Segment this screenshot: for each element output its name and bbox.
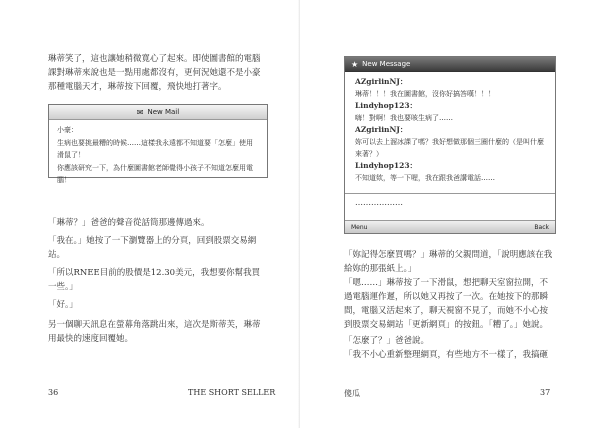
menu-softkey[interactable]: Menu bbox=[351, 223, 368, 231]
new-mail-header bbox=[49, 105, 267, 120]
left-paragraph-1: 琳蒂笑了，這也讓她稍微寬心了起來。即使圖書館的電腦課對琳蒂來說也是一點用處都沒有，更何況她還不是小豪那種電腦天才，琳蒂按下回覆，飛快地打著字。 bbox=[48, 54, 261, 92]
new-mail-title: New Mail bbox=[147, 108, 180, 116]
message-text: 不知道欸，等一下喔，我在跟我爸講電話…… bbox=[355, 174, 495, 182]
message-sender: AZgirlinNJ： bbox=[355, 77, 408, 86]
mail-line-2: 你應該研究一下，為什麼圖書館老師覺得小孩子不知道怎麼用電腦！ bbox=[57, 163, 253, 184]
left-running-head: THE SHORT SELLER bbox=[188, 388, 276, 397]
message-sender: AZgirlinNJ： bbox=[355, 125, 408, 134]
new-mail-box bbox=[48, 104, 268, 184]
left-paragraph-3: 「我在。」她按了一下瀏覽器上的分頁，回到股票交易網站。 bbox=[48, 236, 257, 260]
message-text: 妳可以去上溜冰課了嗎？我好想做那個三圈什麼的（是叫什麼來著？） bbox=[355, 138, 544, 158]
mail-line-1: 生病也要挑最糟的時候……這樣我永遠都不知道要「怎麼」使用滑鼠了！ bbox=[57, 138, 253, 159]
left-page-number: 36 bbox=[48, 388, 59, 397]
right-paragraph-3: 「怎麼了？」爸爸說。 bbox=[344, 336, 430, 346]
right-paragraph-1: 「妳記得怎麼買嗎？」琳蒂的父親問道，「說明應該在我給妳的那張紙上。」 bbox=[344, 250, 553, 274]
right-page-number: 37 bbox=[540, 388, 551, 397]
message-sender: Lindyhop123： bbox=[355, 101, 418, 110]
left-paragraph-4: 「所以RNEE目前的股價是12.30美元，我想要你幫我買一些。」 bbox=[48, 268, 261, 292]
message-thread bbox=[345, 72, 555, 188]
star-icon: ★ bbox=[351, 59, 359, 69]
right-paragraph-2: 「嗯……」琳蒂按了一下滑鼠，想把聊天室窗拉開，不過電腦運作遲，所以她又再按了一次。在她按下的那瞬間，電腦又活起來了，聊天視窗不見了，而她不小心按到股票交易網站「更新網頁」的按鈕。「糟了。」她說。 bbox=[344, 278, 549, 330]
message-softkey-bar bbox=[345, 220, 555, 233]
right-page bbox=[300, 0, 600, 428]
new-mail-body bbox=[49, 120, 267, 191]
left-paragraph-2: 「琳蒂？」爸爸的聲音從話筒那邊傳過來。 bbox=[48, 218, 210, 228]
message-sender: Lindyhop123： bbox=[355, 161, 418, 170]
new-message-window bbox=[344, 56, 556, 234]
right-running-head: 傻瓜 bbox=[344, 389, 360, 398]
mail-greeting: 小豪： bbox=[57, 126, 78, 134]
back-softkey[interactable]: Back bbox=[534, 223, 549, 231]
message-text: 琳蒂！！！我在圖書館，沒你好搞答嘆！！！ bbox=[355, 90, 495, 98]
right-paragraph-4: 「我不小心重新整理網頁，有些地方不一樣了，我搞砸 bbox=[344, 350, 549, 360]
message-input[interactable] bbox=[345, 193, 555, 221]
left-paragraph-6: 另一個聊天訊息在螢幕角落跳出來，這次是斯蒂芙，琳蒂用最快的速度回覆她。 bbox=[48, 320, 261, 344]
message-input-text: ……………… bbox=[355, 198, 403, 207]
new-message-title: New Message bbox=[362, 60, 411, 68]
new-message-header bbox=[345, 57, 555, 72]
envelope-icon: ✉ bbox=[136, 107, 144, 117]
message-text: 嗨！對啊！我也要咳生病了…… bbox=[355, 114, 453, 122]
left-paragraph-5: 「好。」 bbox=[48, 300, 78, 310]
